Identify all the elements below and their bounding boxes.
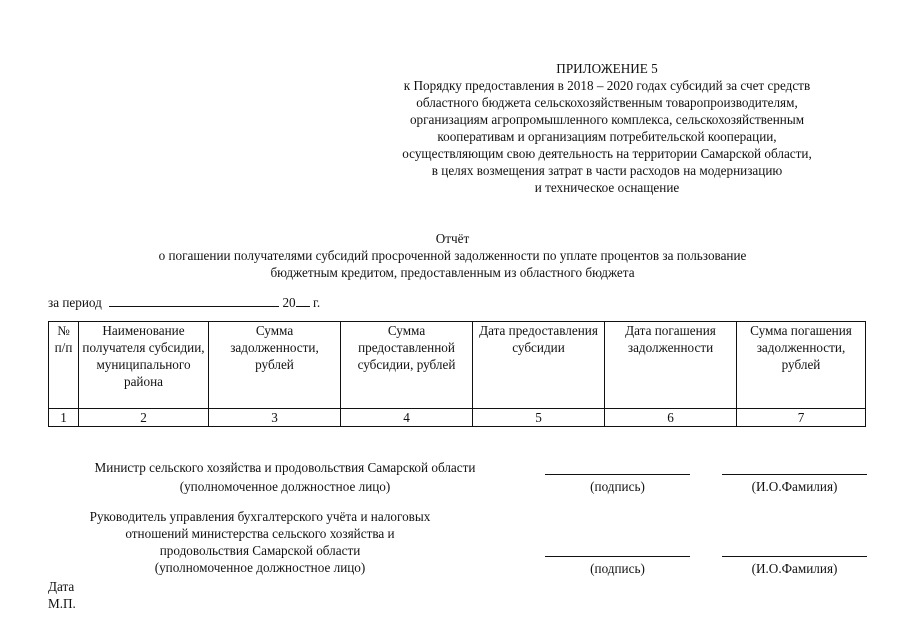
column-number-cell: 6 xyxy=(605,409,737,427)
column-header-recipient: Наименование получателя субсидии, муниципального района xyxy=(79,322,209,409)
appendix-line: организациям агропромышленного комплекса, сельскохозяйственным xyxy=(409,112,805,127)
period-line xyxy=(48,294,320,311)
appendix-line: областного бюджета сельскохозяйственным товаропроизводителям, xyxy=(416,95,798,110)
column-header-repayment-amount: Сумма погашения задолженности, рублей xyxy=(737,322,866,409)
date-label: Дата xyxy=(48,579,75,594)
name-caption: (И.О.Фамилия) xyxy=(751,561,838,576)
minister-title: Министр сельского хозяйства и продовольствия Самарской области xyxy=(94,460,476,475)
column-number-cell: 5 xyxy=(473,409,605,427)
head-title: Руководитель управления бухгалтерского учёта и налоговых xyxy=(89,509,431,524)
column-number-cell: 1 xyxy=(49,409,79,427)
appendix-header xyxy=(352,60,862,196)
appendix-line: к Порядку предоставления в 2018 – 2020 годах субсидий за счет средств xyxy=(403,78,811,93)
period-year-blank xyxy=(296,294,310,307)
report-table xyxy=(48,321,866,427)
report-subtitle: о погашении получателями субсидий просроченной задолженности по уплате процентов за пользование xyxy=(158,248,747,263)
column-number-cell: 4 xyxy=(341,409,473,427)
head-title: продовольствия Самарской области xyxy=(159,543,361,558)
table-row xyxy=(49,409,866,427)
column-header-debt-amount: Сумма задолженности, рублей xyxy=(209,322,341,409)
signature-line xyxy=(545,474,690,475)
name-line xyxy=(722,474,867,475)
name-caption: (И.О.Фамилия) xyxy=(751,479,838,494)
column-number-cell: 7 xyxy=(737,409,866,427)
appendix-line: в целях возмещения затрат в части расходов на модернизацию xyxy=(431,163,783,178)
column-number-cell: 3 xyxy=(209,409,341,427)
column-number-cell: 2 xyxy=(79,409,209,427)
appendix-line: и техническое оснащение xyxy=(534,180,680,195)
minister-role: (уполномоченное должностное лицо) xyxy=(179,479,391,494)
report-title-block xyxy=(60,230,845,281)
table-header-row xyxy=(49,322,866,409)
stamp-label: М.П. xyxy=(48,596,76,611)
appendix-line: кооперативам и организациям потребительской кооперации, xyxy=(437,129,777,144)
period-blank-field xyxy=(109,294,279,307)
appendix-title: ПРИЛОЖЕНИЕ 5 xyxy=(556,61,658,76)
period-label: за период xyxy=(48,295,102,310)
period-year-prefix: 20 xyxy=(282,295,296,310)
report-title: Отчёт xyxy=(435,231,470,246)
head-title: отношений министерства сельского хозяйства и xyxy=(125,526,395,541)
signature-caption: (подпись) xyxy=(590,561,645,576)
period-year-suffix: г. xyxy=(312,295,321,310)
column-header-number: № п/п xyxy=(49,322,79,409)
signature-caption: (подпись) xyxy=(590,479,645,494)
appendix-line: осуществляющим свою деятельность на территории Самарской области, xyxy=(402,146,812,161)
report-subtitle: бюджетным кредитом, предоставленным из областного бюджета xyxy=(270,265,635,280)
column-header-repayment-date: Дата погашения задолженности xyxy=(605,322,737,409)
column-header-subsidy-date: Дата предоставления субсидии xyxy=(473,322,605,409)
column-header-subsidy-amount: Сумма предоставленной субсидии, рублей xyxy=(341,322,473,409)
name-line xyxy=(722,556,867,557)
signature-line xyxy=(545,556,690,557)
head-role: (уполномоченное должностное лицо) xyxy=(154,560,366,575)
